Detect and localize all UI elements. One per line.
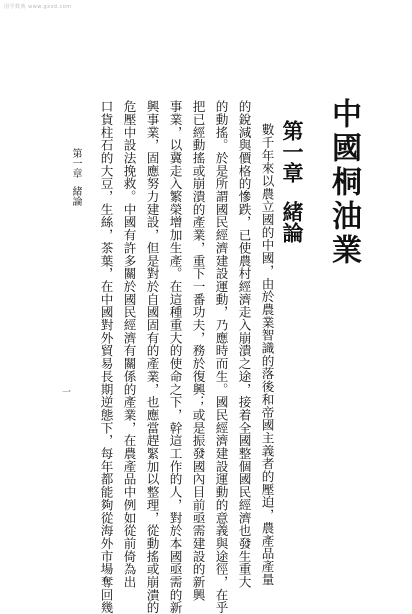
chapter-heading	[282, 120, 303, 243]
watermark: 国学数典 www.gxsd.com	[4, 4, 72, 10]
body-line: 的銳減與價格的慘跌，已使農村經濟走入崩潰之途，接着全國整個國民經濟也發生重大	[236, 100, 252, 589]
running-header-chapter-label: 第一章	[70, 148, 81, 178]
running-header-chapter-name: 緒論	[70, 186, 81, 206]
body-line: 危壓中設法挽救。中國有許多關於國民經濟有關係的產業，在農產品中例如從前倚為出	[121, 100, 137, 589]
body-line: 把已經動搖或崩潰的產業，重下一番功夫，務於復興；或是振發國內目前亟需建設的新興	[190, 100, 206, 602]
book-title: 中國桐油業	[326, 98, 361, 268]
body-line: 的動搖。於是所謂國民經濟建設運動，乃應時而生。國民經濟建設運動的意義與途徑，在乎	[213, 100, 229, 614]
body-line: 口貨柱石的大豆，生絲，茶葉，在中國對外貿易長期逆態下，每年都能夠從海外市場奪回幾	[98, 100, 114, 614]
body-line: 數千年來以農立國的中國，由於農業智識的落後和帝國主義者的壓迫，農產品產量	[259, 123, 275, 586]
body-line: 興事業，固應努力建設，但是對於自國固有的產業，也應當趕緊加以整理，從動搖或崩潰的	[144, 100, 160, 614]
chapter-name: 緒論	[280, 201, 305, 243]
running-header	[70, 148, 80, 206]
page-number: 一	[62, 388, 72, 398]
chapter-label: 第一章	[280, 120, 305, 183]
body-line: 事業，以冀走入繁榮增加生產。在這種重大的使命之下，幹這工作的人，對於本國亟需的新	[167, 100, 183, 614]
